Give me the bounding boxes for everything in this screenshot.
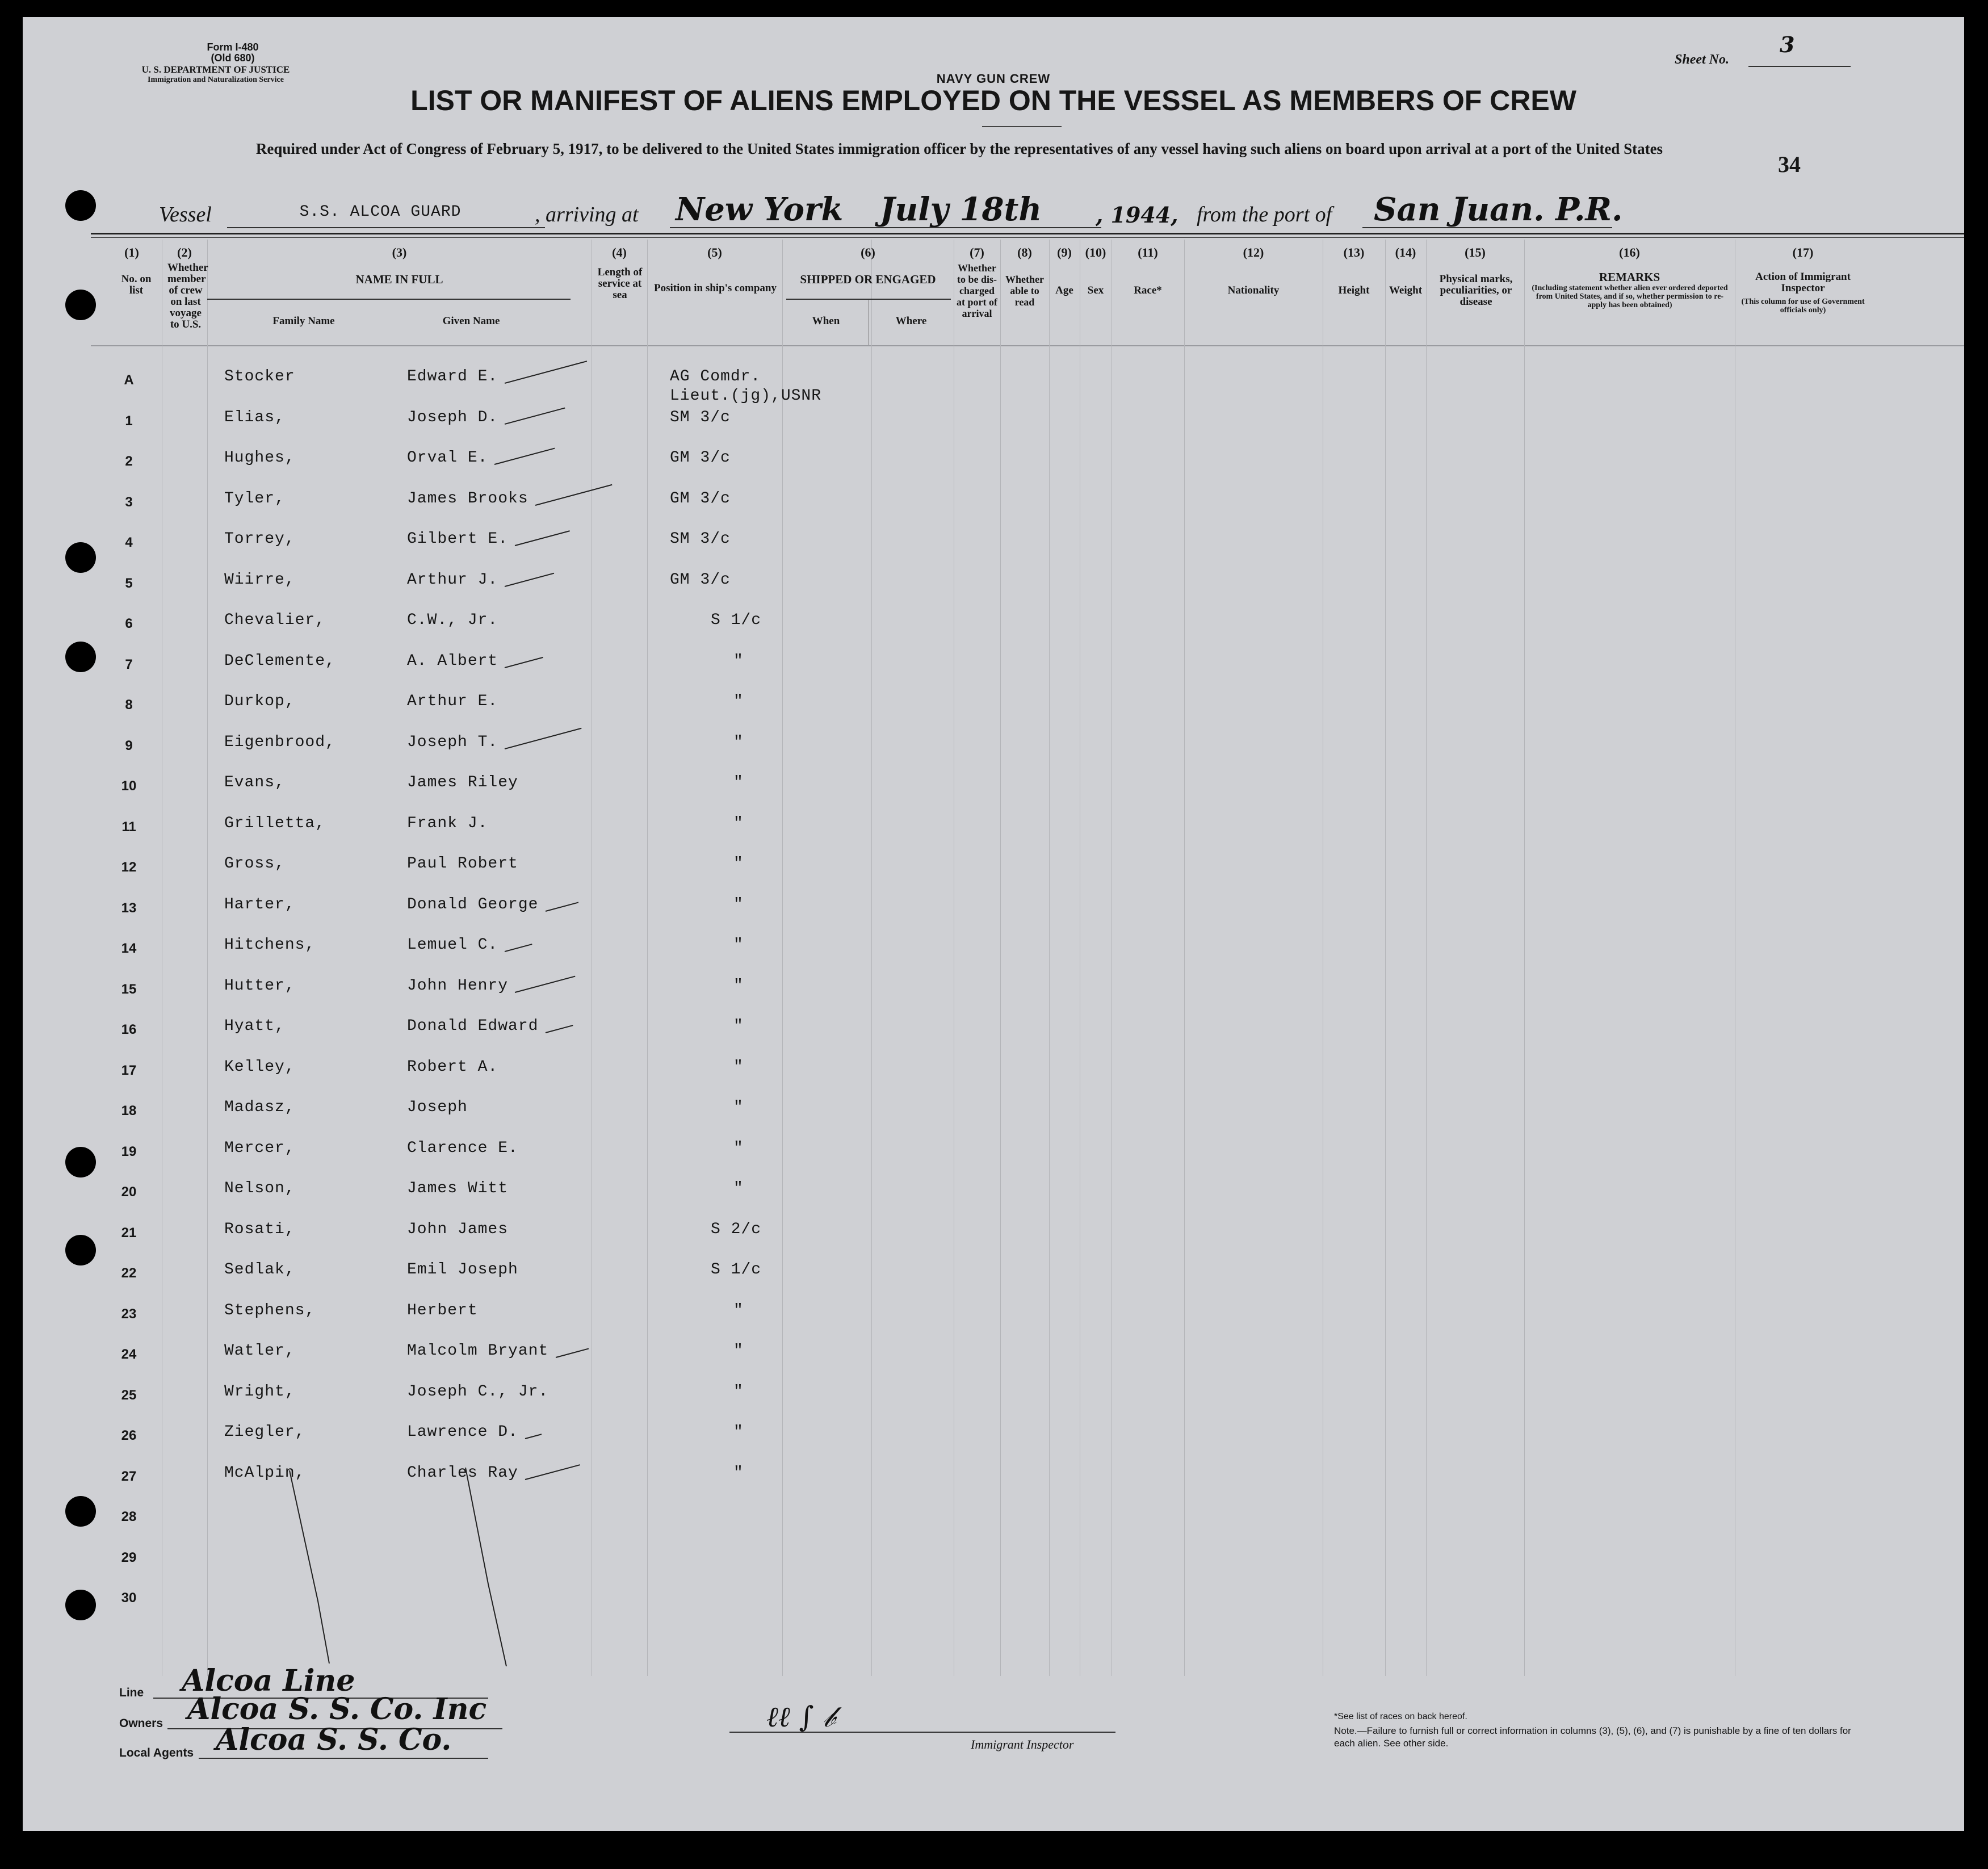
- given-name: James Witt: [407, 1180, 509, 1197]
- given-name: A. Albert: [407, 652, 498, 670]
- position: ": [733, 1139, 744, 1157]
- row-number: 9: [125, 738, 133, 753]
- col-header-inspector-note: (This column for use of Government officials only): [1741, 297, 1865, 315]
- col-header-remarks-note: (Including statement whether alien ever ordered deported from United States, and if so, whether permission to re-apply has been obtained): [1532, 284, 1728, 309]
- given-name: Paul Robert: [407, 855, 518, 873]
- given-name: Clarence E.: [407, 1139, 518, 1157]
- col-header-sex: Sex: [1087, 284, 1104, 296]
- col-header-when: When: [812, 315, 840, 327]
- col-num-10: (10): [1085, 245, 1106, 259]
- row-number: 24: [121, 1347, 137, 1362]
- arriving-port: New York: [676, 191, 844, 228]
- line-value: Alcoa Line: [182, 1663, 355, 1698]
- col-num-3: (3): [392, 245, 407, 259]
- inspector-signature: ℓℓ︎ ∫ 𝒷: [766, 1700, 835, 1733]
- position: ": [733, 734, 744, 751]
- arriving-label: , arriving at: [535, 203, 639, 227]
- given-name: Malcolm Bryant: [407, 1342, 549, 1360]
- navy-gun-crew-label: NAVY GUN CREW: [936, 72, 1051, 86]
- agents-value: Alcoa S. S. Co.: [216, 1723, 452, 1757]
- row-number: 17: [121, 1063, 137, 1078]
- col-header-physical-marks: Physical marks, peculiarities, or disease: [1439, 273, 1513, 308]
- row-number: 8: [125, 697, 133, 713]
- col-num-1: (1): [124, 245, 139, 259]
- family-name: Stephens,: [224, 1302, 316, 1319]
- position: ": [733, 1383, 744, 1401]
- row-number: 3: [125, 495, 133, 510]
- family-name: DeClemente,: [224, 652, 335, 670]
- manifest-page: [23, 17, 1964, 1831]
- position: ": [733, 1099, 744, 1116]
- owners-value: Alcoa S. S. Co. Inc: [187, 1692, 487, 1726]
- col-num-6: (6): [861, 245, 875, 259]
- family-name: Wright,: [224, 1383, 295, 1401]
- row-number: 18: [121, 1103, 137, 1118]
- given-name: John James: [407, 1221, 509, 1238]
- col-num-15: (15): [1465, 245, 1486, 259]
- col-num-13: (13): [1343, 245, 1365, 259]
- family-name: Hitchens,: [224, 936, 316, 954]
- position: ": [733, 1017, 744, 1035]
- check-stroke: [290, 1470, 329, 1663]
- given-name: Lawrence D.: [407, 1423, 518, 1441]
- col-header-remarks: REMARKS: [1599, 270, 1660, 284]
- agents-label: Local Agents: [119, 1746, 194, 1759]
- stamp-number: 34: [1778, 152, 1801, 177]
- races-note: *See list of races on back hereof.: [1334, 1712, 1467, 1721]
- row-number: 4: [125, 535, 133, 550]
- year: , 1944,: [1096, 202, 1178, 228]
- vessel-label: Vessel: [159, 203, 212, 227]
- form-old-number: (Old 680): [211, 52, 255, 64]
- row-number: 25: [121, 1388, 137, 1403]
- family-name: Harter,: [224, 896, 295, 913]
- agents-underline: [199, 1758, 488, 1759]
- inspector-label: Immigrant Inspector: [971, 1737, 1074, 1751]
- given-name: James Brooks: [407, 490, 529, 508]
- col-header-no: No. on list: [121, 273, 152, 296]
- row-number: 1: [125, 413, 133, 429]
- family-name: Hyatt,: [224, 1017, 285, 1035]
- position: SM 3/c: [670, 530, 731, 548]
- row-number: 22: [121, 1265, 137, 1281]
- given-name: Emil Joseph: [407, 1261, 518, 1279]
- row-number: 27: [121, 1469, 137, 1484]
- row-number: 2: [125, 454, 133, 469]
- family-name: Wiirre,: [224, 571, 295, 589]
- fine-note: Note.—Failure to furnish full or correct information in columns (3), (5), (6), and (7) is punishable by a fine of ten dollars for each alien. See other side.: [1334, 1725, 1851, 1749]
- row-number: 29: [121, 1550, 137, 1565]
- position: S 2/c: [711, 1221, 762, 1238]
- position: AG Comdr.: [670, 368, 761, 385]
- from-port: San Juan. P.R.: [1374, 191, 1623, 228]
- row-number: A: [124, 372, 134, 388]
- given-name: Joseph C., Jr.: [407, 1383, 549, 1401]
- family-name: Watler,: [224, 1342, 295, 1360]
- col-header-name: NAME IN FULL: [355, 273, 443, 286]
- given-name: C.W., Jr.: [407, 611, 498, 629]
- col-num-7: (7): [970, 245, 984, 259]
- row-number: 19: [121, 1144, 137, 1159]
- col-num-17: (17): [1792, 245, 1814, 259]
- family-name: Mercer,: [224, 1139, 295, 1157]
- given-name: Joseph T.: [407, 734, 498, 751]
- col-num-8: (8): [1017, 245, 1032, 259]
- position: GM 3/c: [670, 490, 731, 508]
- given-name: Robert A.: [407, 1058, 498, 1076]
- family-name: Grilletta,: [224, 815, 326, 832]
- given-name: Herbert: [407, 1302, 478, 1319]
- position: ": [733, 693, 744, 710]
- service-name: Immigration and Naturalization Service: [148, 76, 284, 84]
- family-name: Nelson,: [224, 1180, 295, 1197]
- position: ": [733, 774, 744, 791]
- given-name: Arthur J.: [407, 571, 498, 589]
- col-num-2: (2): [177, 245, 192, 259]
- row-number: 23: [121, 1306, 137, 1322]
- position: ": [733, 1342, 744, 1360]
- position: GM 3/c: [670, 571, 731, 589]
- col-header-inspector: Action of Immigrant Inspector: [1755, 271, 1851, 294]
- position: ": [733, 1058, 744, 1076]
- col-num-14: (14): [1395, 245, 1416, 259]
- row-number: 20: [121, 1184, 137, 1200]
- row-number: 16: [121, 1022, 137, 1037]
- family-name: Hughes,: [224, 449, 295, 467]
- col-num-16: (16): [1619, 245, 1640, 259]
- row-number: 30: [121, 1590, 137, 1606]
- family-name: Eigenbrood,: [224, 734, 335, 751]
- col-header-last-voyage: Whether member of crew on last voyage to U.S.: [167, 262, 208, 330]
- row-number: 12: [121, 860, 137, 875]
- col-header-race: Race*: [1134, 284, 1162, 296]
- col-num-9: (9): [1057, 245, 1072, 259]
- department-name: U. S. DEPARTMENT OF JUSTICE: [141, 64, 290, 75]
- family-name: Hutter,: [224, 977, 295, 995]
- col-header-age: Age: [1055, 284, 1073, 296]
- family-name: Madasz,: [224, 1099, 295, 1116]
- family-name: Torrey,: [224, 530, 295, 548]
- col-num-12: (12): [1243, 245, 1264, 259]
- row-number: 7: [125, 657, 133, 672]
- position: ": [733, 815, 744, 832]
- given-name: Frank J.: [407, 815, 488, 832]
- given-name: Arthur E.: [407, 693, 498, 710]
- position: ": [733, 1423, 744, 1441]
- position: S 1/c: [711, 1261, 762, 1279]
- position: ": [733, 1464, 744, 1482]
- owners-label: Owners: [119, 1717, 163, 1730]
- col-header-weight: Weight: [1389, 284, 1423, 296]
- form-number: Form I-480: [207, 41, 259, 53]
- position: ": [733, 977, 744, 995]
- vessel-name: S.S. ALCOA GUARD: [299, 203, 462, 221]
- given-name: Joseph: [407, 1099, 468, 1116]
- family-name: Rosati,: [224, 1221, 295, 1238]
- position: S 1/c: [711, 611, 762, 629]
- col-header-given-name: Given Name: [442, 315, 500, 327]
- family-name: Evans,: [224, 774, 285, 791]
- row-number: 6: [125, 616, 133, 631]
- line-label: Line: [119, 1686, 144, 1699]
- position: ": [733, 855, 744, 873]
- given-name: Orval E.: [407, 449, 488, 467]
- row-number: 11: [121, 819, 136, 835]
- col-header-position: Position in ship's company: [654, 282, 777, 294]
- position: ": [733, 896, 744, 913]
- col-header-shipped: SHIPPED OR ENGAGED: [800, 273, 936, 286]
- given-name: Edward E.: [407, 368, 498, 385]
- family-name: Chevalier,: [224, 611, 326, 629]
- row-number: 10: [121, 778, 137, 794]
- position-line-2: Lieut.(jg),USNR: [670, 387, 822, 405]
- family-name: Durkop,: [224, 693, 295, 710]
- row-number: 15: [121, 982, 137, 997]
- family-name: Elias,: [224, 409, 285, 426]
- col-header-where: Where: [895, 315, 927, 327]
- given-name: Charles Ray: [407, 1464, 518, 1482]
- sheet-label: Sheet No.: [1675, 52, 1729, 67]
- given-name: Gilbert E.: [407, 530, 509, 548]
- position: ": [733, 936, 744, 954]
- family-name: Stocker: [224, 368, 295, 385]
- check-stroke: [465, 1468, 506, 1666]
- subtitle: Required under Act of Congress of February 5, 1917, to be delivered to the United States immigration officer by the representatives of any vessel having such aliens on board upon arrival at a port of the United States: [255, 140, 1663, 157]
- sheet-number: 3: [1780, 32, 1795, 57]
- family-name: McAlpin,: [224, 1464, 305, 1482]
- position: ": [733, 652, 744, 670]
- page-title: LIST OR MANIFEST OF ALIENS EMPLOYED ON THE VESSEL AS MEMBERS OF CREW: [410, 85, 1576, 116]
- given-name: Donald Edward: [407, 1017, 539, 1035]
- col-header-discharged: Whether to be dis-charged at port of arrival: [957, 262, 997, 319]
- given-name: John Henry: [407, 977, 509, 995]
- family-name: Kelley,: [224, 1058, 295, 1076]
- col-header-able-read: Whether able to read: [1005, 274, 1044, 308]
- position: SM 3/c: [670, 409, 731, 426]
- position: ": [733, 1180, 744, 1197]
- family-name: Sedlak,: [224, 1261, 295, 1279]
- col-num-4: (4): [612, 245, 627, 259]
- row-number: 21: [121, 1225, 137, 1241]
- position: GM 3/c: [670, 449, 731, 467]
- given-name: Donald George: [407, 896, 539, 913]
- signature-line: [729, 1732, 1115, 1733]
- family-name: Gross,: [224, 855, 285, 873]
- row-number: 5: [125, 576, 133, 591]
- given-name: James Riley: [407, 774, 518, 791]
- col-header-nationality: Nationality: [1227, 284, 1280, 296]
- hand-strokes: [23, 17, 1964, 1831]
- position: ": [733, 1302, 744, 1319]
- col-header-height: Height: [1338, 284, 1370, 296]
- arrival-date: July 18th: [880, 191, 1042, 228]
- col-header-length-service: Length of service at sea: [597, 266, 643, 301]
- family-name: Ziegler,: [224, 1423, 305, 1441]
- col-num-11: (11): [1138, 245, 1158, 259]
- family-name: Tyler,: [224, 490, 285, 508]
- row-number: 28: [121, 1509, 137, 1524]
- row-number: 13: [121, 900, 137, 916]
- given-name: Joseph D.: [407, 409, 498, 426]
- from-port-label: from the port of: [1197, 203, 1332, 227]
- row-number: 14: [121, 941, 137, 956]
- given-name: Lemuel C.: [407, 936, 498, 954]
- row-number: 26: [121, 1428, 137, 1443]
- col-num-5: (5): [707, 245, 722, 259]
- col-header-family-name: Family Name: [272, 315, 335, 327]
